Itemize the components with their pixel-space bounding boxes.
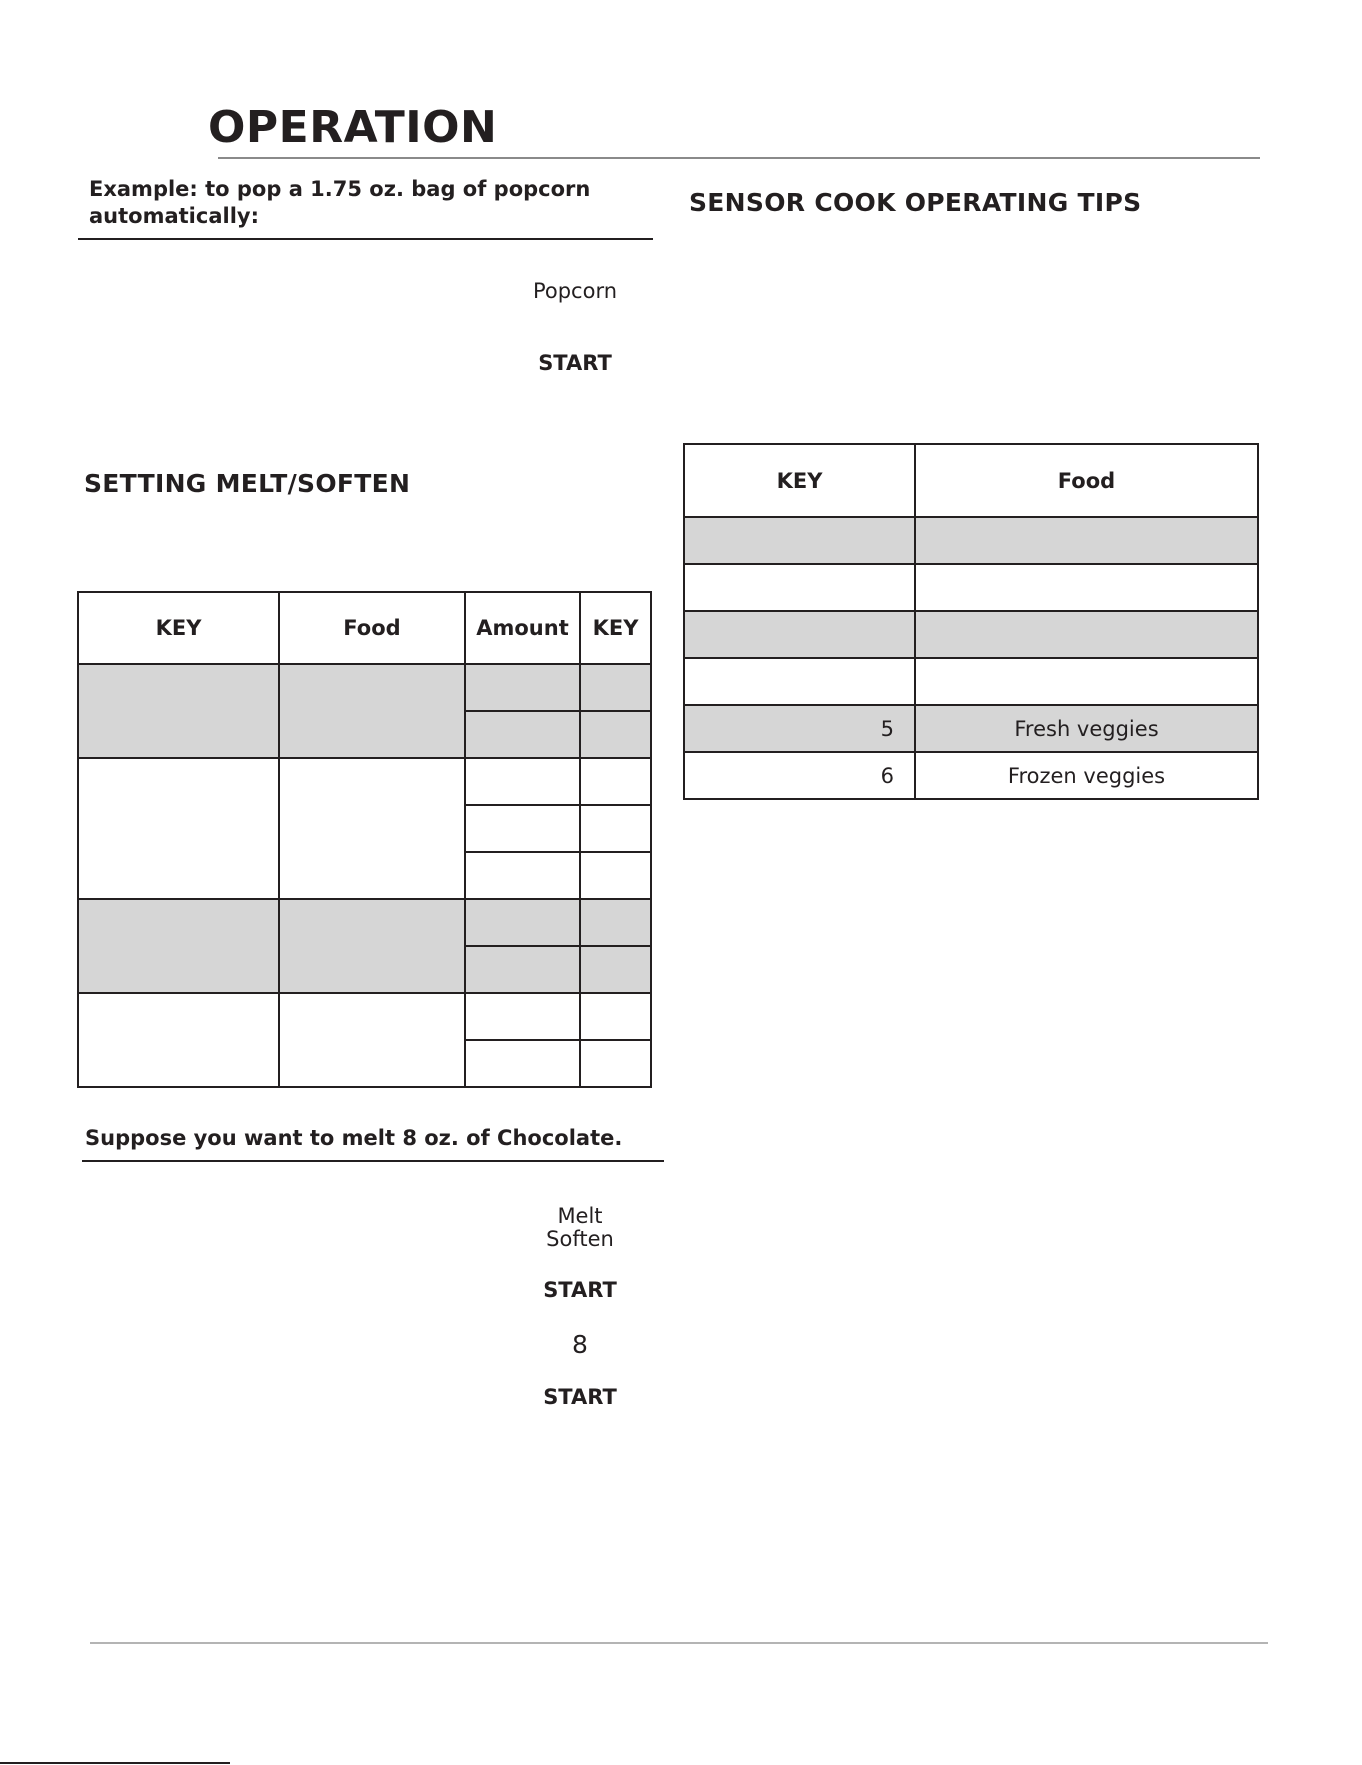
table-cell (580, 1040, 651, 1087)
table-cell (78, 899, 279, 993)
table-cell (465, 852, 580, 899)
table-row (684, 658, 1258, 705)
table-row (684, 611, 1258, 658)
table-row (78, 758, 651, 805)
sensor-table-header-row (684, 444, 1258, 517)
table-cell (580, 664, 651, 711)
table-cell (465, 899, 580, 946)
sensor-row-key (684, 517, 915, 564)
melt-example-heading: Suppose you want to melt 8 oz. of Chocolate. (85, 1126, 623, 1150)
table-row (684, 752, 1258, 799)
sensor-row-food: Frozen veggies (915, 752, 1258, 799)
table-row (684, 564, 1258, 611)
sensor-row-food (915, 517, 1258, 564)
melt-example-divider (82, 1160, 664, 1162)
melt-soften-table (77, 591, 652, 1088)
footer-divider (90, 1642, 1268, 1644)
table-cell (465, 664, 580, 711)
table-cell (580, 899, 651, 946)
sensor-cook-table (683, 443, 1259, 800)
table-row (78, 993, 651, 1040)
table-cell (580, 852, 651, 899)
table-cell (279, 993, 465, 1087)
table-cell (78, 758, 279, 899)
melt-header-key: KEY (78, 592, 279, 664)
number-key-label: 8 (572, 1330, 588, 1359)
table-row (78, 899, 651, 946)
melt-soften-table-header-row (78, 592, 651, 664)
popcorn-key-label: Popcorn (532, 279, 618, 303)
table-cell (465, 1040, 580, 1087)
table-cell (465, 805, 580, 852)
table-row (684, 517, 1258, 564)
sensor-header-key: KEY (684, 444, 915, 517)
melt-soften-heading: SETTING MELT/SOFTEN (84, 469, 411, 498)
table-cell (279, 758, 465, 899)
melt-header-key-2: KEY (580, 592, 651, 664)
melt-key-label-line1: Melt (557, 1204, 603, 1228)
table-cell (580, 993, 651, 1040)
popcorn-example-divider (78, 238, 653, 240)
melt-soften-key-label (525, 1205, 635, 1251)
table-cell (78, 664, 279, 758)
table-cell (279, 664, 465, 758)
sensor-row-key: 6 (684, 752, 915, 799)
table-cell (580, 758, 651, 805)
table-row (684, 705, 1258, 752)
sensor-row-key (684, 611, 915, 658)
sensor-header-food: Food (915, 444, 1258, 517)
table-cell (465, 711, 580, 758)
melt-start-key-label-1: START (543, 1278, 617, 1302)
table-cell (580, 805, 651, 852)
sensor-row-key: 5 (684, 705, 915, 752)
popcorn-example-heading: Example: to pop a 1.75 oz. bag of popcorn automatically: (89, 177, 591, 228)
melt-key-label-line2: Soften (546, 1227, 614, 1251)
page-title: OPERATION (208, 102, 498, 153)
table-cell (465, 946, 580, 993)
table-cell (78, 993, 279, 1087)
melt-start-key-label-2: START (543, 1385, 617, 1409)
sensor-row-food (915, 611, 1258, 658)
popcorn-start-key-label: START (538, 351, 612, 375)
sensor-row-key (684, 658, 915, 705)
table-cell (580, 711, 651, 758)
sensor-row-food (915, 564, 1258, 611)
melt-header-food: Food (279, 592, 465, 664)
table-cell (580, 946, 651, 993)
table-row (78, 664, 651, 711)
melt-header-amount: Amount (465, 592, 580, 664)
sensor-row-key (684, 564, 915, 611)
table-cell (465, 993, 580, 1040)
table-cell (465, 758, 580, 805)
title-divider (218, 157, 1260, 159)
sensor-row-food (915, 658, 1258, 705)
table-cell (279, 899, 465, 993)
page-corner-mark (0, 1762, 230, 1764)
sensor-row-food: Fresh veggies (915, 705, 1258, 752)
sensor-cook-heading: SENSOR COOK OPERATING TIPS (689, 188, 1142, 217)
